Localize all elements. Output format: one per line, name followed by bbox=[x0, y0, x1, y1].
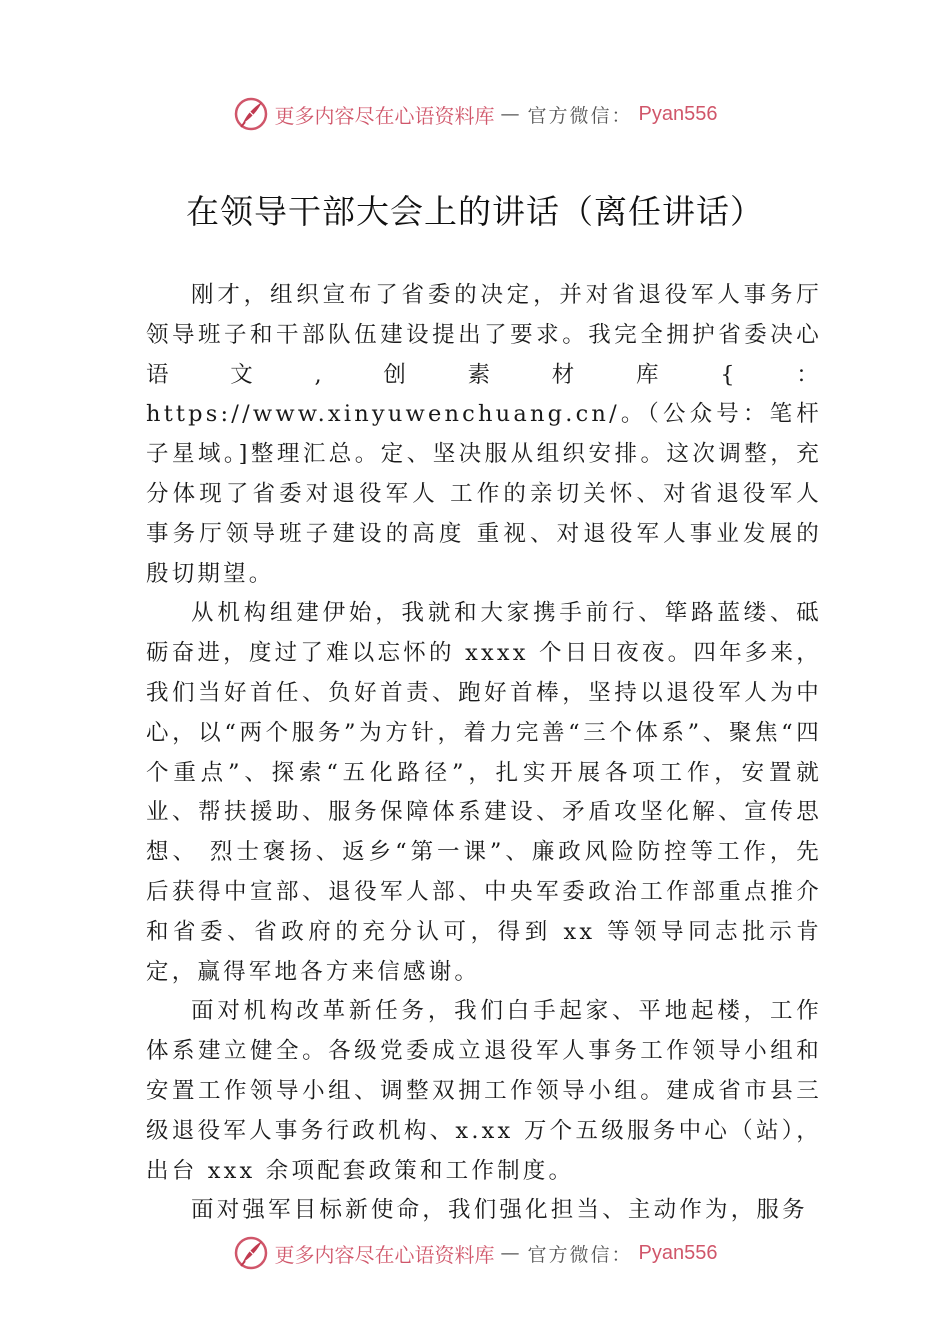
banner-ad-text: 更多内容尽在心语资料库 bbox=[274, 103, 495, 128]
paragraph-3: 面对机构改革新任务，我们白手起家、平地起楼，工作体系建立健全。各级党委成立退役军人事务工作领导小组和安置工作领导小组、调整双拥工作领导小组。建成省市县三级退役军人事务行政机构、x.xx 万个五级服务中心（站），出台 xxx 余项配套政策和工作制度。 bbox=[146, 998, 822, 1184]
banner-dash: — bbox=[500, 1242, 522, 1264]
footer-banner bbox=[0, 1231, 950, 1275]
quill-pen-logo-icon bbox=[233, 96, 269, 132]
banner-dash: — bbox=[500, 103, 522, 125]
document-title: 在领导干部大会上的讲话（离任讲话） bbox=[186, 192, 764, 231]
banner-wechat-label: 官方微信： bbox=[527, 1243, 633, 1266]
document-body bbox=[146, 276, 822, 1231]
banner-wechat-label: 官方微信： bbox=[527, 104, 633, 127]
banner-wechat-id: Pyan556 bbox=[638, 102, 718, 125]
paragraph-1: 刚才，组织宣布了省委的决定，并对省退役军人事务厅领导班子和干部队伍建设提出了要求。我完全拥护省委决心语文,创素材库{：https://www.xinyuwenchuang.cn/。（公众号：笔杆子星域。]整理汇总。定、坚决服从组织安排。这次调整，充分体现了省委对退役军人 工作的亲切关怀、对省退役军人事务厅领导班子建设的高度 重视、对退役军人事业发展的殷切期望。 bbox=[146, 282, 822, 587]
quill-pen-logo-icon bbox=[233, 1235, 269, 1271]
banner-wechat-id: Pyan556 bbox=[638, 1241, 718, 1264]
banner-ad-text: 更多内容尽在心语资料库 bbox=[274, 1242, 495, 1267]
paragraph-4: 面对强军目标新使命，我们强化担当、主动作为，服务 bbox=[191, 1197, 808, 1224]
paragraph-2: 从机构组建伊始，我就和大家携手前行、筚路蓝缕、砥砺奋进，度过了难以忘怀的 xxxx 个日日夜夜。四年多来，我们当好首任、负好首责、跑好首棒，坚持以退役军人为中心，以“两个服务”为方针，着力完善“三个体系”、聚焦“四个重点”、探索“五化路径”，扎实开展各项工作，安置就业、帮扶援助、服务保障体系建设、矛盾攻坚化解、宣传思想、 烈士褒扬、返乡“第一课”、廉政风险防控等工作，先后获得中宣部、退役军人部、中央军委政治工作部重点推介和省委、省政府的充分认可，得到 xx 等领导同志批示肯定，赢得军地各方来信感谢。 bbox=[146, 600, 822, 985]
header-banner bbox=[0, 92, 950, 136]
